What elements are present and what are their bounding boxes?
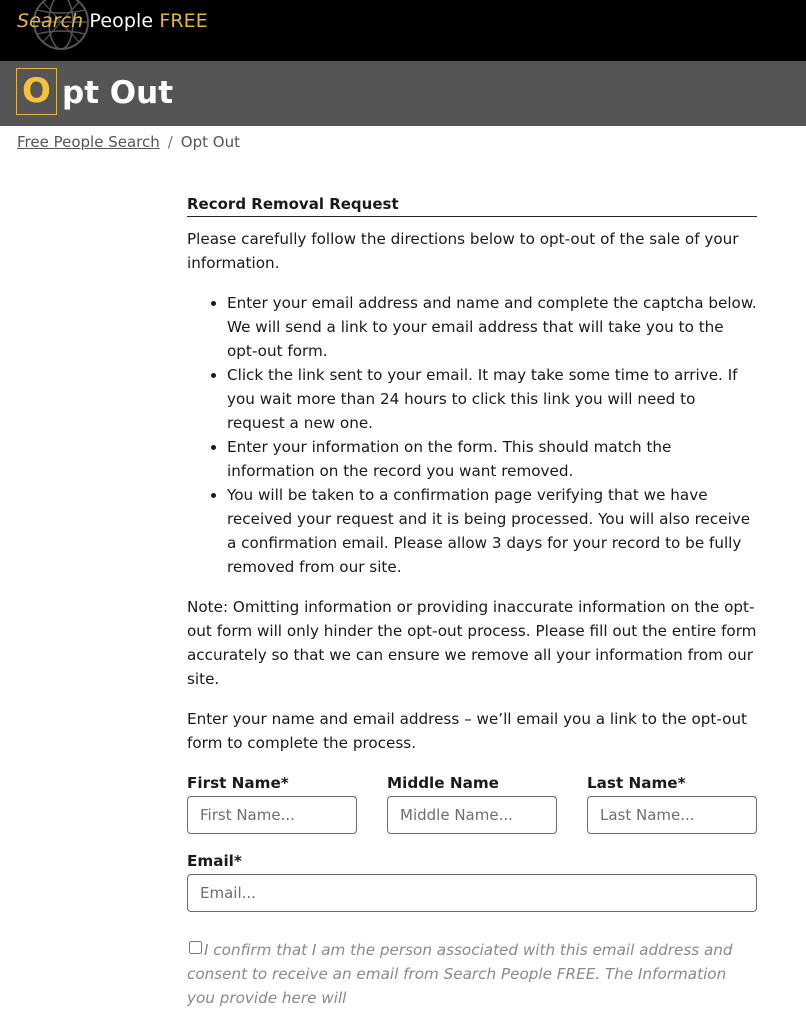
site-logo-link[interactable] (17, 10, 208, 32)
email-label: Email* (187, 852, 242, 870)
email-input[interactable] (187, 874, 757, 912)
middle-name-label: Middle Name (387, 774, 499, 792)
logo-word-free: FREE (159, 10, 208, 32)
instruction-text: Enter your name and email address – we’ll email you a link to the opt-out form to complete the process. (187, 710, 747, 752)
page-title-initial: O (16, 68, 57, 115)
section-title: Record Removal Request (187, 194, 757, 217)
name-fields (187, 773, 757, 839)
consent-row (187, 938, 757, 1010)
breadcrumb-separator: / (167, 133, 173, 151)
note-text: Note: Omitting information or providing inaccurate information on the opt-out form will only hinder the opt-out process. Please fill out the entire form accurately so that we can ensure we remove all your information from our site. (187, 598, 757, 688)
steps-list (187, 291, 757, 579)
breadcrumb-current: Opt Out (180, 133, 240, 151)
intro-text: Please carefully follow the directions below to opt-out of the sale of your information. (187, 230, 739, 272)
breadcrumb (17, 133, 240, 151)
list-item: • Enter your information on the form. This should match the information on the record you want removed. (227, 435, 757, 483)
top-header (0, 0, 806, 61)
last-name-group (587, 773, 757, 834)
consent-checkbox[interactable] (189, 941, 202, 954)
logo-word-search: Search (17, 10, 84, 32)
first-name-group (187, 773, 357, 834)
last-name-label: Last Name* (587, 774, 686, 792)
main-content (187, 194, 757, 1010)
consent-text: I confirm that I am the person associated with this email address and consent to receive an email from Search People FREE. The Information you provide here will (187, 941, 733, 1007)
last-name-input[interactable] (587, 796, 757, 834)
email-group (187, 851, 757, 912)
first-name-label: First Name* (187, 774, 289, 792)
middle-name-input[interactable] (387, 796, 557, 834)
breadcrumb-home-link[interactable]: Free People Search (17, 133, 160, 151)
list-item: • You will be taken to a confirmation page verifying that we have received your request and it is being processed. You will also receive a confirmation email. Please allow 3 days for your record to be fully removed from our site. (227, 483, 757, 579)
page-title-bar (0, 61, 806, 126)
list-item: • Click the link sent to your email. It may take some time to arrive. If you wait more than 24 hours to click this link you will need to request a new one. (227, 363, 757, 435)
list-item: • Enter your email address and name and complete the captcha below. We will send a link to your email address that will take you to the opt-out form. (227, 291, 757, 363)
page-title: pt Out (62, 75, 174, 111)
first-name-input[interactable] (187, 796, 357, 834)
logo-word-people: People (83, 10, 160, 32)
middle-name-group (387, 773, 557, 834)
